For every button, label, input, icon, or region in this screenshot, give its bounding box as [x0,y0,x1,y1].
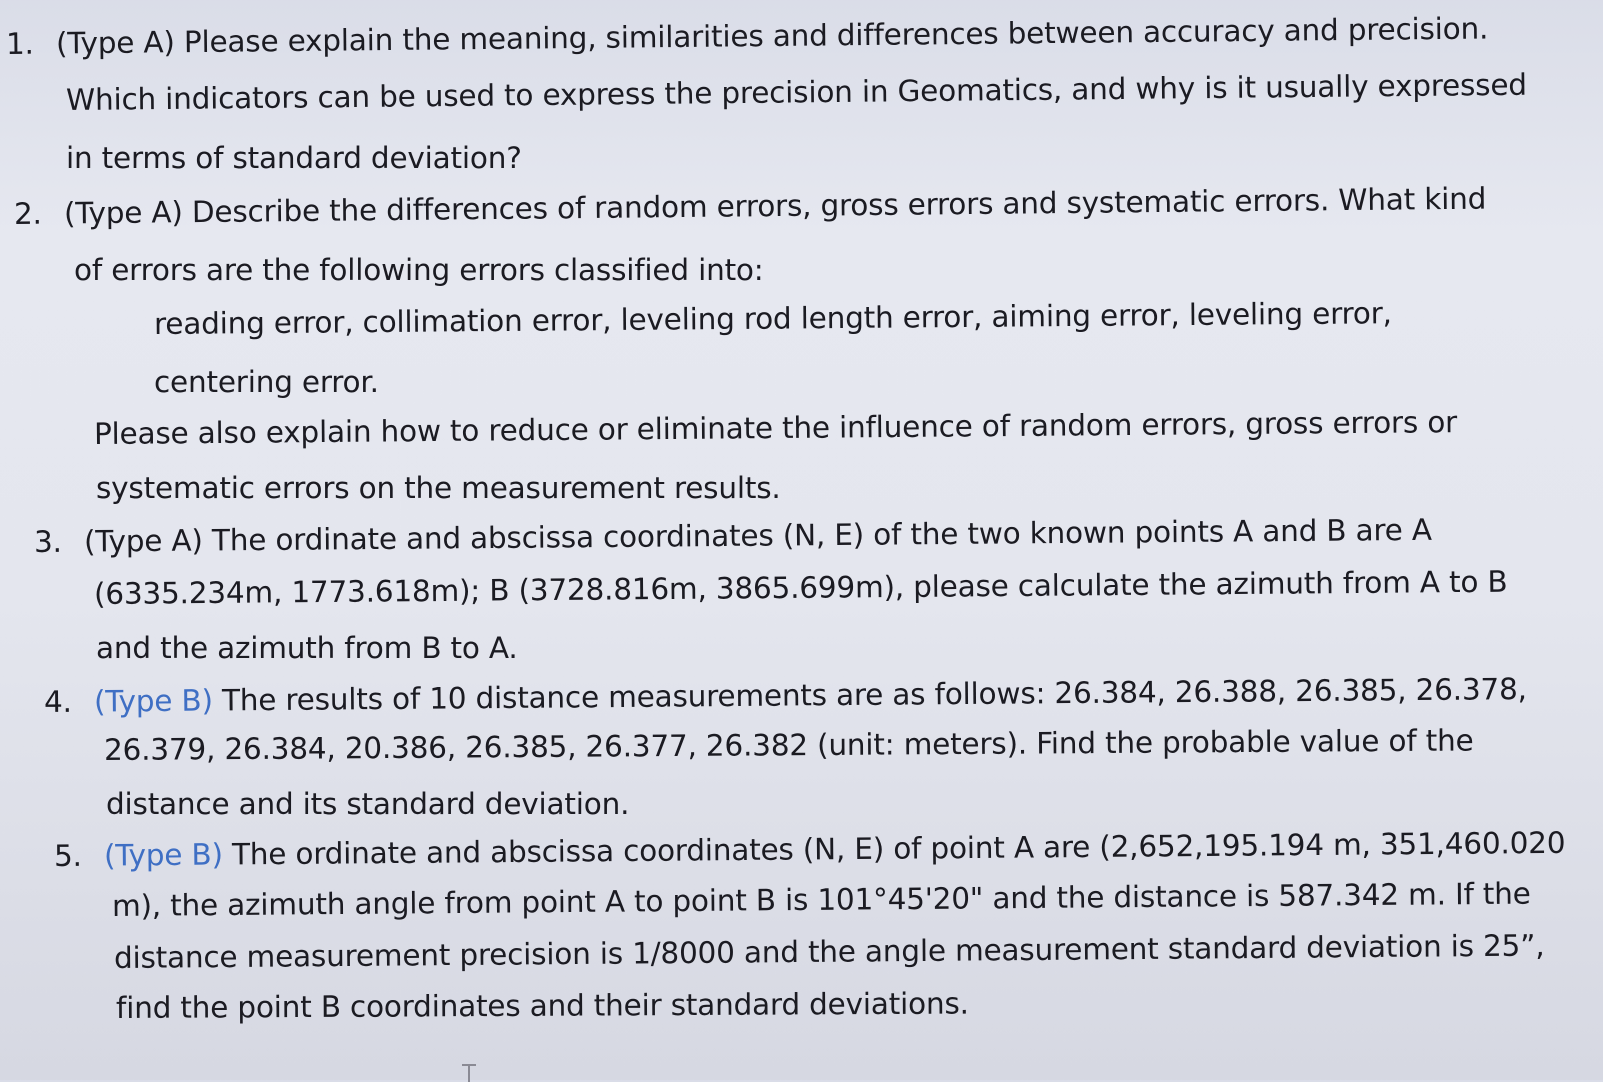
question-4-line-3: distance and its standard deviation. [106,787,630,821]
question-3-type-label: (Type A) [83,523,203,559]
question-2-line-1 [14,179,1487,234]
question-2-line-3: reading error, collimation error, leveling rod length error, aiming error, leveling error, [153,296,1392,341]
question-4-type-label: (Type B) [93,683,213,719]
question-3-number: 3. [33,524,62,559]
question-1-line-1 [6,8,1489,64]
question-2-text: Describe the differences of random errors, gross errors and systematic errors. What kind [191,181,1487,230]
question-2-type-label: (Type A) [63,195,183,231]
question-2-line-2: of errors are the following errors classified into: [74,253,764,287]
question-5-type-label: (Type B) [103,837,223,873]
question-3-line-2: (6335.234m, 1773.618m); B (3728.816m, 3865.699m), please calculate the azimuth from A to B [93,564,1508,611]
question-1-number: 1. [5,26,34,61]
question-4-text: The results of 10 distance measurements are as follows: 26.384, 26.388, 26.385, 26.378, [221,672,1527,718]
text-cursor-icon [462,1064,476,1082]
question-1-line-3: in terms of standard deviation? [66,141,522,175]
question-2-line-4: centering error. [154,365,379,399]
question-4-line-2: 26.379, 26.384, 20.386, 26.385, 26.377, 26.382 (unit: meters). Find the probable value of the [103,723,1474,767]
question-2-number: 2. [13,196,42,231]
question-4-number: 4. [43,684,72,719]
question-3-text: The ordinate and abscissa coordinates (N, E) of the two known points A and B are A [211,512,1432,558]
question-2-line-6: systematic errors on the measurement results. [96,471,781,505]
question-2-line-5: Please also explain how to reduce or eliminate the influence of random errors, gross errors or [93,405,1458,451]
question-4-line-1 [44,669,1527,722]
question-1-type-label: (Type A) [55,25,175,61]
question-5-number: 5. [53,838,82,873]
question-5-line-3: distance measurement precision is 1/8000 and the angle measurement standard deviation is 25”, [113,928,1545,975]
question-5-text: The ordinate and abscissa coordinates (N, E) of point A are (2,652,195.194 m, 351,460.020 [231,825,1566,872]
question-5-line-4: find the point B coordinates and their standard deviations. [115,986,969,1025]
question-1-line-2: Which indicators can be used to express the precision in Geomatics, and why is it usually expressed [65,67,1527,117]
question-1-text: Please explain the meaning, similarities and differences between accuracy and precision. [183,11,1489,60]
question-3-line-1 [34,510,1432,562]
question-5-line-2: m), the azimuth angle from point A to point B is 101°45'20" and the distance is 587.342 m. If the [111,876,1531,923]
question-5-line-1 [54,823,1566,876]
question-3-line-3: and the azimuth from B to A. [96,631,518,665]
